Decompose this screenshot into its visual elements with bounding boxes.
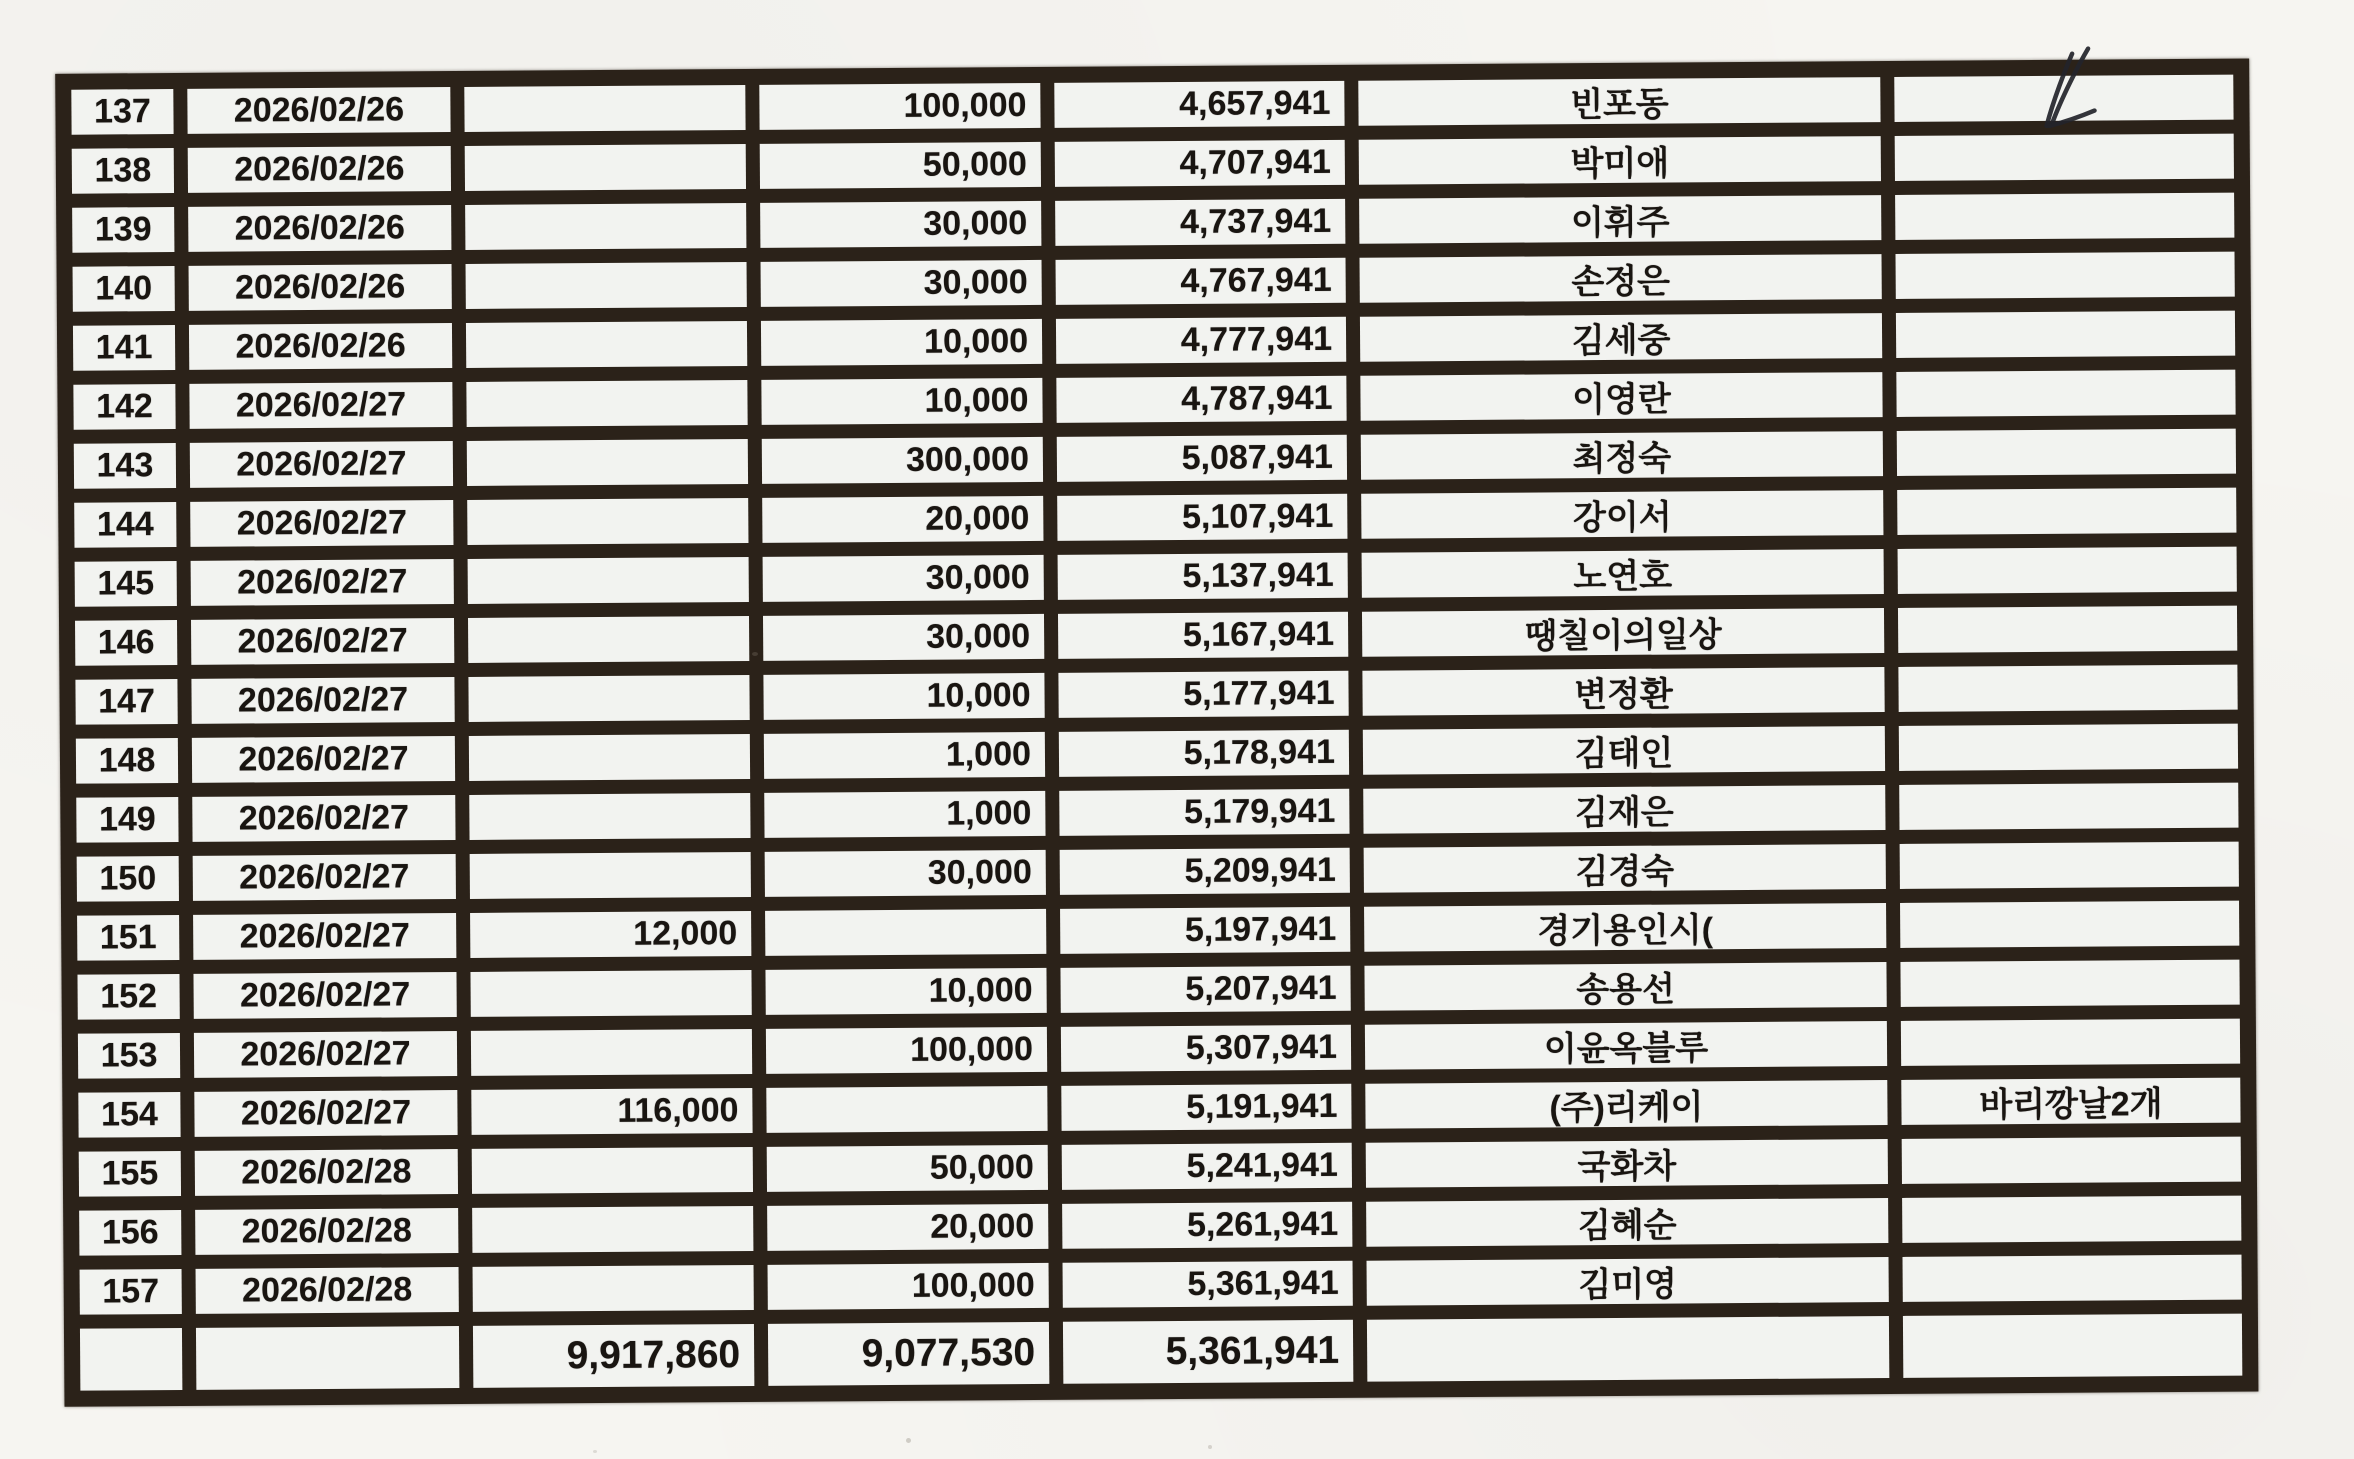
cell-no: 137 — [71, 89, 173, 135]
cell-deposit: 10,000 — [763, 673, 1044, 720]
cell-memo — [1898, 665, 2237, 712]
cell-date: 2026/02/26 — [189, 323, 452, 370]
cell-name: 김태인 — [1363, 726, 1885, 775]
total-memo — [1903, 1314, 2242, 1378]
cell-withdrawal: 12,000 — [470, 911, 751, 958]
cell-name: 이휘주 — [1359, 195, 1881, 244]
cell-deposit: 30,000 — [760, 201, 1041, 248]
cell-date: 2026/02/28 — [195, 1149, 458, 1196]
cell-deposit: 20,000 — [762, 496, 1043, 543]
cell-name: 김경숙 — [1364, 844, 1886, 893]
cell-memo — [1896, 311, 2235, 358]
cell-balance: 5,261,941 — [1062, 1202, 1352, 1249]
cell-memo — [1895, 193, 2234, 240]
cell-deposit: 1,000 — [764, 732, 1045, 779]
cell-name: 김재은 — [1363, 785, 1885, 834]
cell-deposit: 10,000 — [761, 319, 1042, 366]
cell-deposit: 20,000 — [767, 1204, 1048, 1251]
cell-name: 빈포동 — [1358, 77, 1880, 126]
cell-balance: 4,657,941 — [1054, 81, 1344, 128]
cell-withdrawal — [469, 734, 750, 781]
cell-no: 151 — [77, 915, 179, 961]
cell-name: 손정은 — [1360, 254, 1882, 303]
cell-date: 2026/02/27 — [194, 1031, 457, 1078]
cell-name: 이윤옥블루 — [1365, 1021, 1887, 1070]
cell-deposit: 30,000 — [763, 555, 1044, 602]
cell-memo — [1898, 606, 2237, 653]
cell-balance: 4,777,941 — [1056, 317, 1346, 364]
cell-withdrawal: 116,000 — [471, 1088, 752, 1135]
cell-deposit: 30,000 — [765, 850, 1046, 897]
cell-memo — [1902, 1255, 2241, 1302]
cell-no: 155 — [79, 1151, 181, 1197]
cell-date: 2026/02/27 — [191, 677, 454, 724]
cell-no: 157 — [80, 1269, 182, 1315]
cell-balance: 5,209,941 — [1060, 848, 1350, 895]
cell-no: 144 — [74, 502, 176, 548]
cell-balance: 5,241,941 — [1062, 1143, 1352, 1190]
cell-withdrawal — [466, 262, 747, 309]
cell-no: 139 — [72, 207, 174, 253]
cell-withdrawal — [470, 852, 751, 899]
cell-withdrawal — [467, 498, 748, 545]
cell-date: 2026/02/26 — [187, 87, 450, 134]
cell-withdrawal — [465, 203, 746, 250]
cell-memo — [1900, 842, 2239, 889]
cell-no: 140 — [73, 266, 175, 312]
cell-deposit: 30,000 — [763, 614, 1044, 661]
cell-name: 노연호 — [1362, 549, 1884, 598]
cell-balance: 5,107,941 — [1057, 494, 1347, 541]
cell-withdrawal — [468, 557, 749, 604]
cell-date: 2026/02/27 — [189, 382, 452, 429]
cell-date: 2026/02/26 — [189, 264, 452, 311]
cell-no: 145 — [75, 561, 177, 607]
cell-withdrawal — [470, 970, 751, 1017]
cell-withdrawal — [466, 321, 747, 368]
cell-balance: 5,087,941 — [1057, 435, 1347, 482]
cell-withdrawal — [469, 793, 750, 840]
cell-name: 최정숙 — [1361, 431, 1883, 480]
cell-date: 2026/02/27 — [191, 559, 454, 606]
cell-deposit: 10,000 — [761, 378, 1042, 425]
cell-name: 이영란 — [1360, 372, 1882, 421]
cell-balance: 4,737,941 — [1055, 199, 1345, 246]
cell-no: 148 — [76, 738, 178, 784]
cell-name: 강이서 — [1361, 490, 1883, 539]
cell-withdrawal — [471, 1029, 752, 1076]
cell-name: 땡칠이의일상 — [1362, 608, 1884, 657]
cell-date: 2026/02/28 — [196, 1267, 459, 1314]
cell-date: 2026/02/26 — [188, 205, 451, 252]
cell-withdrawal — [472, 1147, 753, 1194]
cell-memo — [1900, 960, 2239, 1007]
cell-deposit: 100,000 — [759, 83, 1040, 130]
cell-date: 2026/02/27 — [191, 618, 454, 665]
cell-no: 156 — [79, 1210, 181, 1256]
cell-balance: 5,207,941 — [1060, 966, 1350, 1013]
cell-no: 141 — [73, 325, 175, 371]
cell-name: 김미영 — [1367, 1257, 1889, 1306]
cell-no: 150 — [77, 856, 179, 902]
cell-date: 2026/02/26 — [188, 146, 451, 193]
cell-balance: 5,361,941 — [1063, 1261, 1353, 1308]
cell-balance: 4,767,941 — [1056, 258, 1346, 305]
cell-deposit — [765, 909, 1046, 956]
cell-date: 2026/02/27 — [190, 441, 453, 488]
total-balance: 5,361,941 — [1063, 1320, 1353, 1384]
cell-name: (주)리케이 — [1365, 1080, 1887, 1129]
cell-memo — [1899, 724, 2238, 771]
cell-name: 송용선 — [1364, 962, 1886, 1011]
cell-withdrawal — [468, 616, 749, 663]
cell-balance: 4,707,941 — [1055, 140, 1345, 187]
cell-withdrawal — [473, 1265, 754, 1312]
cell-balance: 5,167,941 — [1058, 612, 1348, 659]
cell-balance: 5,137,941 — [1058, 553, 1348, 600]
cell-date: 2026/02/28 — [195, 1208, 458, 1255]
cell-memo — [1895, 252, 2234, 299]
cell-withdrawal — [472, 1206, 753, 1253]
cell-name: 김세중 — [1360, 313, 1882, 362]
cell-no: 153 — [78, 1033, 180, 1079]
cell-no: 143 — [74, 443, 176, 489]
cell-withdrawal — [468, 675, 749, 722]
cell-no: 146 — [75, 620, 177, 666]
cell-deposit: 1,000 — [764, 791, 1045, 838]
cell-memo — [1901, 1019, 2240, 1066]
cell-withdrawal — [466, 380, 747, 427]
cell-date: 2026/02/27 — [192, 736, 455, 783]
cell-no: 152 — [77, 974, 179, 1020]
cell-memo — [1899, 783, 2238, 830]
cell-memo — [1894, 75, 2233, 122]
total-withdrawal: 9,917,860 — [473, 1324, 754, 1388]
cell-deposit: 100,000 — [766, 1027, 1047, 1074]
cell-deposit: 30,000 — [761, 260, 1042, 307]
cell-memo — [1897, 488, 2236, 535]
cell-name: 김혜순 — [1366, 1198, 1888, 1247]
total-date — [196, 1326, 459, 1390]
cell-balance: 5,191,941 — [1061, 1084, 1351, 1131]
total-deposit: 9,077,530 — [768, 1322, 1049, 1386]
cell-name: 변정환 — [1362, 667, 1884, 716]
total-name — [1367, 1316, 1889, 1382]
cell-memo — [1895, 134, 2234, 181]
cell-memo: 바리깡날2개 — [1901, 1078, 2240, 1125]
ledger-table — [55, 58, 2258, 1406]
cell-withdrawal — [464, 85, 745, 132]
cell-name: 국화차 — [1366, 1139, 1888, 1188]
cell-deposit: 50,000 — [760, 142, 1041, 189]
cell-deposit: 100,000 — [768, 1263, 1049, 1310]
cell-balance: 5,179,941 — [1059, 789, 1349, 836]
cell-withdrawal — [465, 144, 746, 191]
cell-memo — [1900, 901, 2239, 948]
cell-memo — [1902, 1196, 2241, 1243]
cell-memo — [1896, 370, 2235, 417]
cell-date: 2026/02/27 — [190, 500, 453, 547]
cell-balance: 5,197,941 — [1060, 907, 1350, 954]
cell-deposit: 50,000 — [767, 1145, 1048, 1192]
cell-balance: 5,177,941 — [1058, 671, 1348, 718]
cell-date: 2026/02/27 — [194, 1090, 457, 1137]
cell-name: 경기용인시( — [1364, 903, 1886, 952]
cell-date: 2026/02/27 — [193, 854, 456, 901]
cell-date: 2026/02/27 — [193, 972, 456, 1019]
cell-deposit — [766, 1086, 1047, 1133]
cell-deposit: 10,000 — [765, 968, 1046, 1015]
cell-memo — [1897, 429, 2236, 476]
cell-name: 박미애 — [1359, 136, 1881, 185]
cell-balance: 4,787,941 — [1056, 376, 1346, 423]
total-no — [80, 1328, 182, 1391]
cell-no: 147 — [75, 679, 177, 725]
cell-date: 2026/02/27 — [193, 913, 456, 960]
cell-deposit: 300,000 — [762, 437, 1043, 484]
cell-balance: 5,178,941 — [1059, 730, 1349, 777]
cell-date: 2026/02/27 — [192, 795, 455, 842]
cell-memo — [1898, 547, 2237, 594]
cell-no: 142 — [73, 384, 175, 430]
cell-no: 154 — [78, 1092, 180, 1138]
cell-balance: 5,307,941 — [1061, 1025, 1351, 1072]
cell-withdrawal — [467, 439, 748, 486]
cell-memo — [1902, 1137, 2241, 1184]
cell-no: 149 — [76, 797, 178, 843]
cell-no: 138 — [72, 148, 174, 194]
